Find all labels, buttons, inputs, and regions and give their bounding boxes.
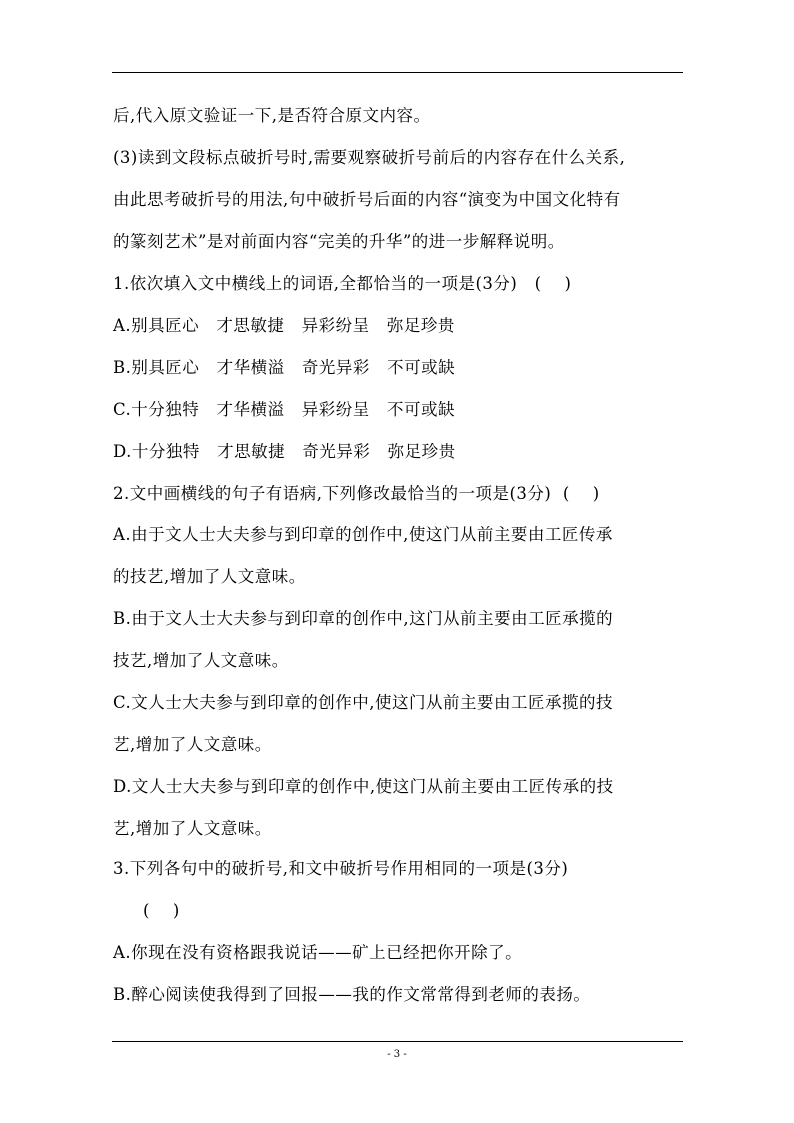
question-1-option-c: C.十分独特 才华横溢 异彩纷呈 不可或缺 xyxy=(113,400,455,419)
page-number: - 3 - xyxy=(387,1049,407,1060)
question-2-option-c: C.文人士大夫参与到印章的创作中,使这门从前主要由工匠承揽的技 xyxy=(113,693,614,712)
question-2-option-d: D.文人士大夫参与到印章的创作中,使这门从前主要由工匠传承的技 xyxy=(113,777,614,796)
question-1-option-d: D.十分独特 才思敏捷 奇光异彩 弥足珍贵 xyxy=(113,442,456,461)
question-3-answer-bracket: ( ) xyxy=(143,901,180,920)
text-line-analysis-3-cont-2: 的篆刻艺术”是对前面内容“完美的升华”的进一步解释说明。 xyxy=(113,232,565,251)
footer-rule xyxy=(112,1041,683,1042)
question-3-option-b: B.醉心阅读使我得到了回报——我的作文常常得到老师的表扬。 xyxy=(113,985,591,1004)
question-2-option-a: A.由于文人士大夫参与到印章的创作中,使这门从前主要由工匠传承 xyxy=(113,525,613,544)
text-line-analysis-3: (3)读到文段标点破折号时,需要观察破折号前后的内容存在什么关系, xyxy=(113,148,626,167)
question-2-option-d-cont: 艺,增加了人文意味。 xyxy=(113,819,272,838)
question-3-stem: 3.下列各句中的破折号,和文中破折号作用相同的一项是(3分) xyxy=(113,859,569,878)
question-2-option-b-cont: 技艺,增加了人文意味。 xyxy=(113,651,289,670)
text-line-answer-tail: 后,代入原文验证一下,是否符合原文内容。 xyxy=(113,106,431,125)
question-1-option-a: A.别具匠心 才思敏捷 异彩纷呈 弥足珍贵 xyxy=(113,316,455,335)
question-3-option-a: A.你现在没有资格跟我说话——矿上已经把你开除了。 xyxy=(113,943,523,962)
question-2-stem: 2.文中画横线的句子有语病,下列修改最恰当的一项是(3分) ( ) xyxy=(113,484,600,503)
question-1-stem: 1.依次填入文中横线上的词语,全都恰当的一项是(3分) ( ) xyxy=(113,274,572,293)
question-2-option-b: B.由于文人士大夫参与到印章的创作中,这门从前主要由工匠承揽的 xyxy=(113,609,614,628)
header-rule xyxy=(112,72,683,73)
text-line-analysis-3-cont-1: 由此思考破折号的用法,句中破折号后面的内容“演变为中国文化特有 xyxy=(113,190,621,209)
question-2-option-a-cont: 的技艺,增加了人文意味。 xyxy=(113,567,306,586)
question-1-option-b: B.别具匠心 才华横溢 奇光异彩 不可或缺 xyxy=(113,358,456,377)
question-2-option-c-cont: 艺,增加了人文意味。 xyxy=(113,735,272,754)
